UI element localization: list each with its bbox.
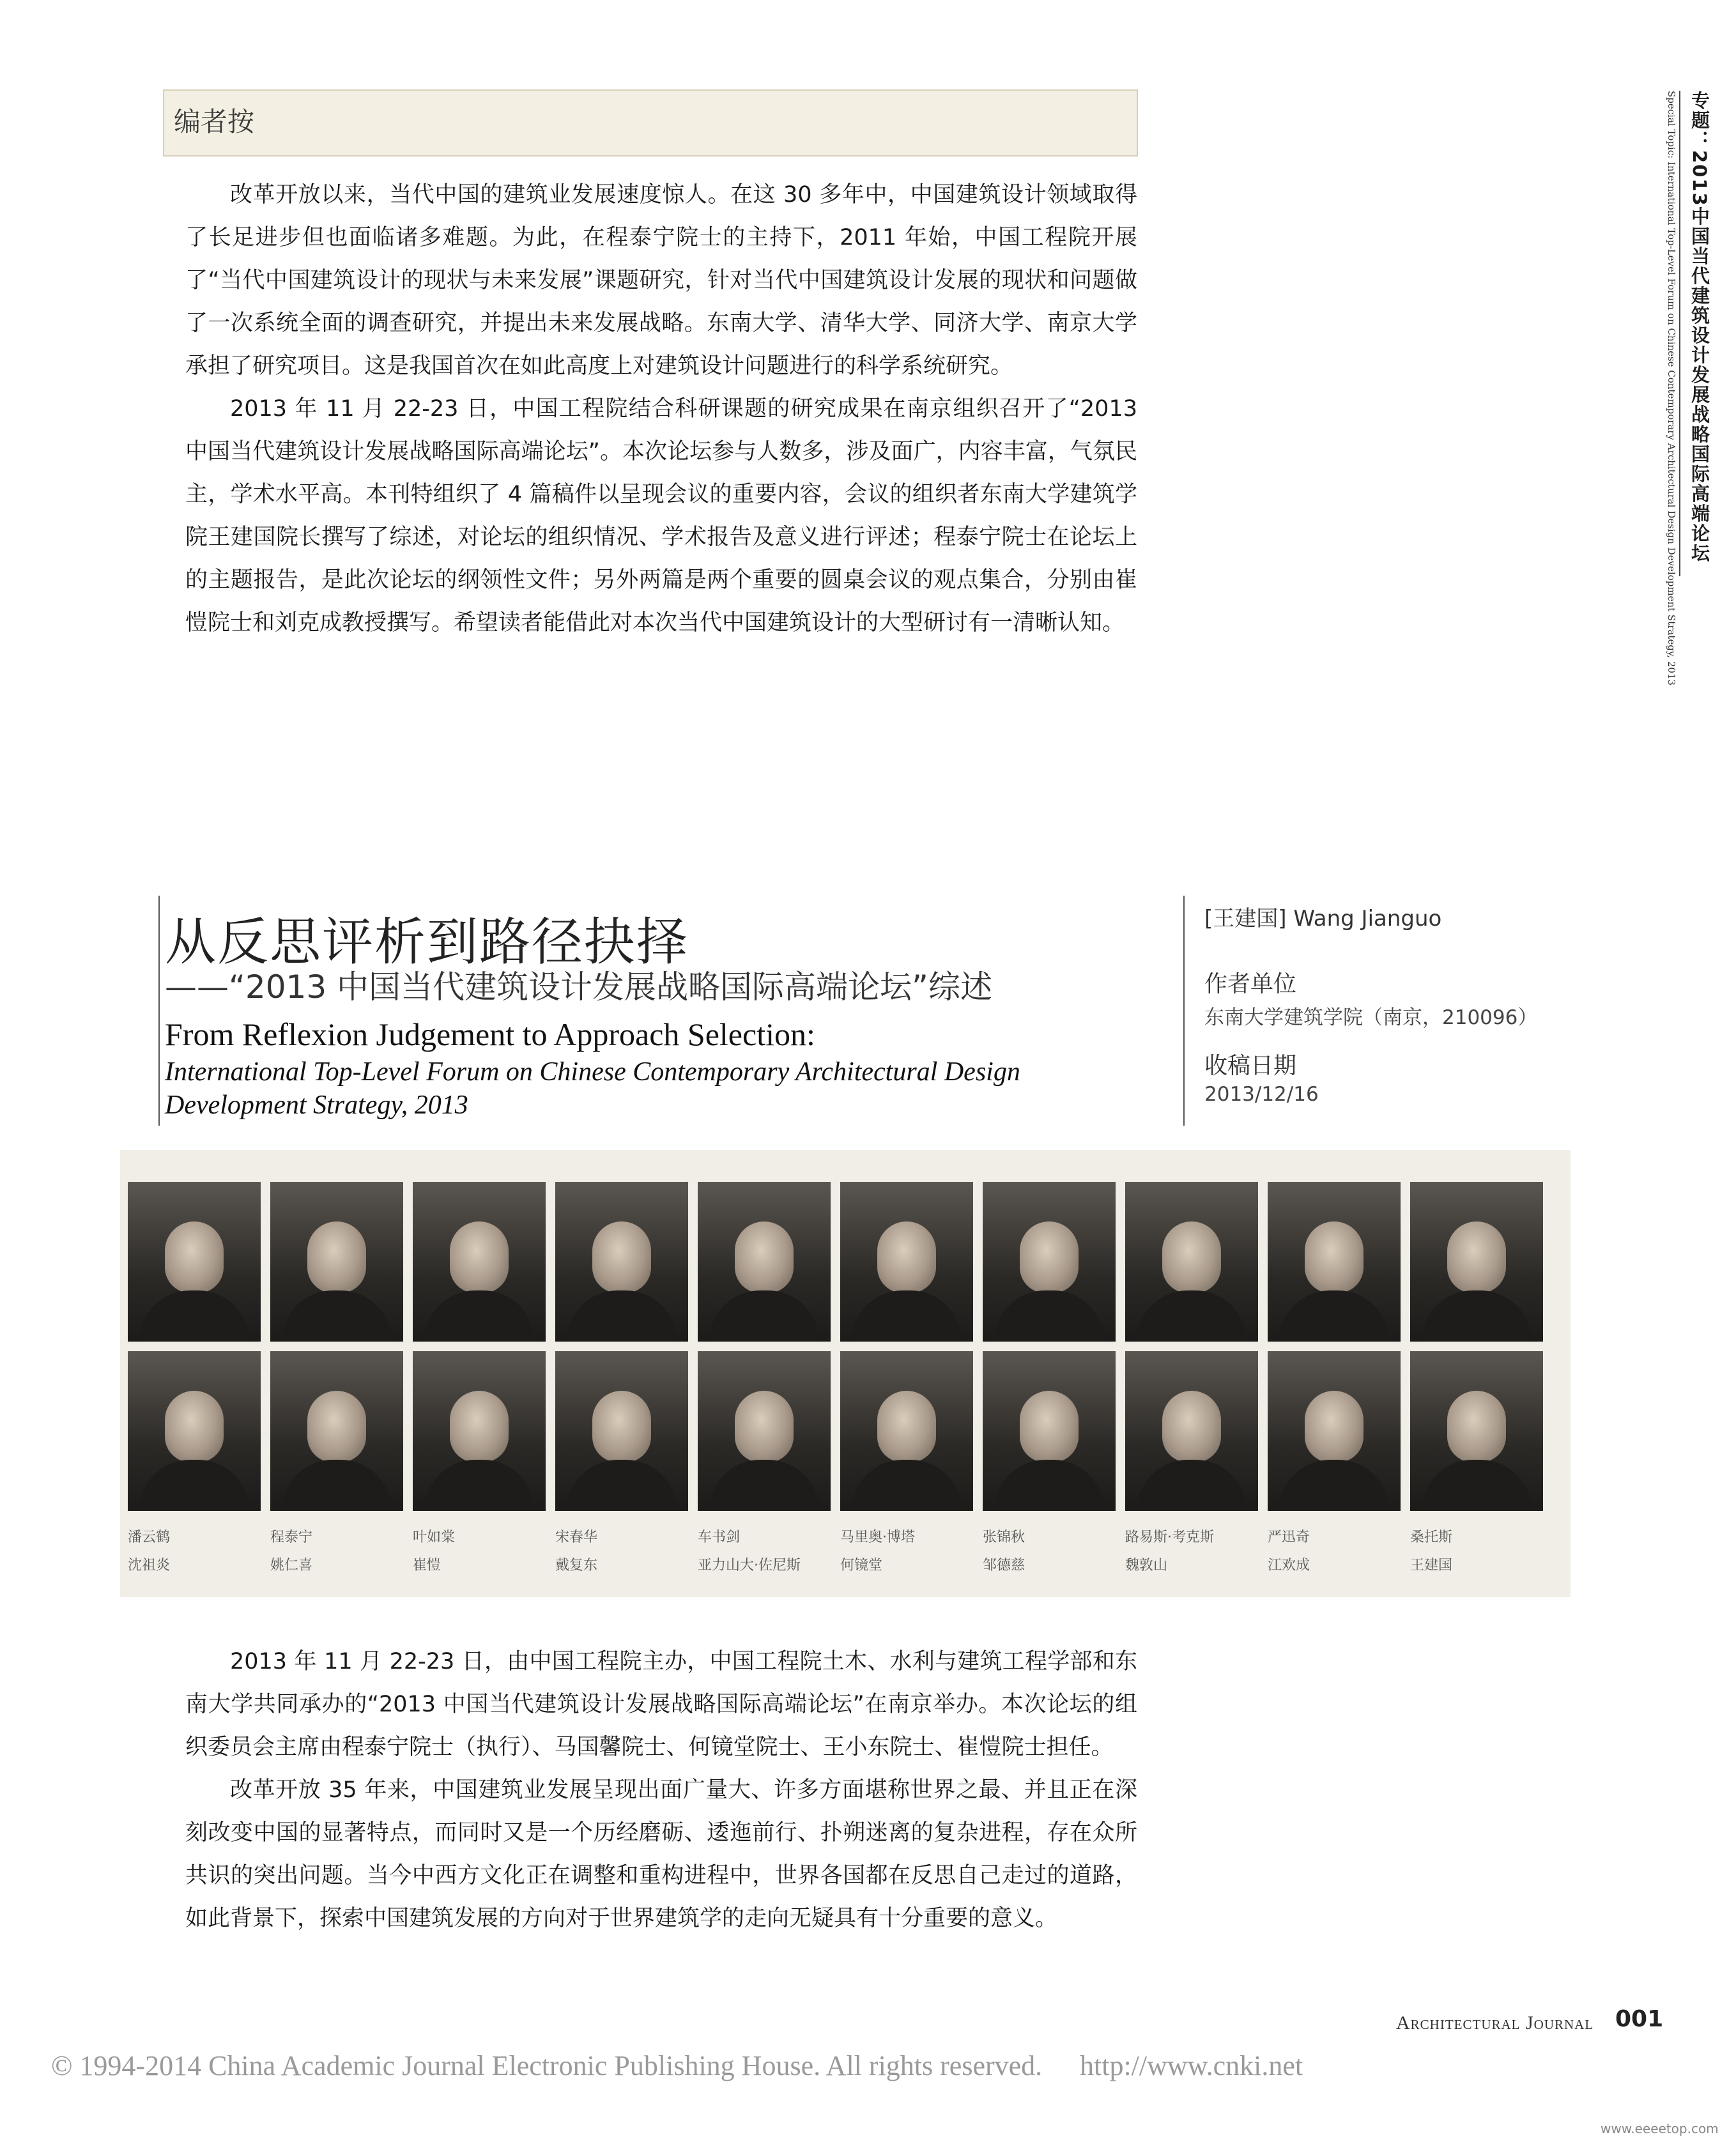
speaker-photo: [1125, 1182, 1258, 1342]
speaker-photo: [128, 1351, 261, 1511]
article-title-en: From Reflexion Judgement to Approach Selection:: [165, 1016, 815, 1052]
speaker-photo: [698, 1182, 831, 1342]
article-subtitle-en: International Top-Level Forum on Chinese Contemporary Architectural Design Development Strategy, 2013: [165, 1057, 1020, 1120]
received-label: 收稿日期: [1204, 1053, 1297, 1079]
meta-divider: [1183, 896, 1185, 1126]
editor-note-label: 编者按: [174, 106, 255, 137]
speaker-photo: [1410, 1351, 1543, 1511]
speaker-photo: [840, 1182, 973, 1342]
editor-note-paragraph: 改革开放以来，当代中国的建筑业发展速度惊人。在这 30 多年中，中国建筑设计领域取得了长足进步但也面临诸多难题。为此，在程泰宁院士的主持下，2011 年始，中国工程院开展了“当代中国建筑设计的现状与未来发展”课题研究，针对当代中国建筑设计发展的现状和问题做了一次系统全面的调查研究，并提出未来发展战略。东南大学、清华大学、同济大学、南京大学承担了研究项目。这是我国首次在如此高度上对建筑设计问题进行的科学系统研究。: [185, 182, 1137, 379]
side-band-divider: [1679, 91, 1680, 576]
watermark: www.eeeetop.com: [1601, 2121, 1719, 2136]
author-name: [王建国] Wang Jianguo: [1204, 906, 1442, 931]
photo-caption: 叶如棠 崔愷: [413, 1529, 456, 1573]
photo-caption: 潘云鹤 沈祖炎: [128, 1529, 171, 1573]
photo-caption: 宋春华 戴复东: [555, 1529, 598, 1573]
photo-caption: 路易斯·考克斯 魏敦山: [1125, 1529, 1214, 1573]
photo-caption: 程泰宁 姚仁喜: [270, 1529, 313, 1573]
speaker-photo: [698, 1351, 831, 1511]
photo-caption: 马里奥·博塔 何镜堂: [840, 1529, 915, 1573]
side-topic-zh: 专题：2013中国当代建筑设计发展战略国际高端论坛: [1689, 91, 1710, 563]
speaker-photo: [555, 1351, 688, 1511]
editor-note-box: [163, 89, 1138, 157]
title-divider: [158, 896, 160, 1126]
speaker-photo: [1268, 1182, 1401, 1342]
article-title-zh: 从反思评析到路径抉择: [165, 912, 689, 972]
photo-caption: 车书剑 亚力山大·佐尼斯: [698, 1529, 801, 1573]
received-date: 2013/12/16: [1204, 1083, 1319, 1106]
journal-name: Architectural Journal: [1396, 2012, 1594, 2033]
photo-caption: 桑托斯 王建国: [1410, 1529, 1453, 1573]
body-paragraph: 改革开放 35 年来，中国建筑业发展呈现出面广量大、许多方面堪称世界之最、并且正在深刻改变中国的显著特点，而同时又是一个历经磨砺、逶迤前行、扑朔迷离的复杂进程，存在众所共识的突出问题。当今中西方文化正在调整和重构进程中，世界各国都在反思自己走过的道路，如此背景下，探索中国建筑发展的方向对于世界建筑学的走向无疑具有十分重要的意义。: [185, 1777, 1137, 1931]
speaker-photo: [555, 1182, 688, 1342]
copyright-notice: © 1994-2014 China Academic Journal Electronic Publishing House. All rights reserved.: [51, 2050, 1043, 2081]
speaker-photo-strip: [120, 1150, 1571, 1597]
side-topic-en: Special Topic: International Top-Level Forum on Chinese Contemporary Architectural Design Development Strategy, 2013: [1666, 91, 1677, 686]
affiliation-label: 作者单位: [1204, 971, 1297, 997]
article-subtitle-zh: ——“2013 中国当代建筑设计发展战略国际高端论坛”综述: [165, 968, 992, 1006]
photo-caption: 严迅奇 江欢成: [1268, 1529, 1310, 1573]
speaker-photo: [270, 1351, 403, 1511]
speaker-photo: [413, 1182, 546, 1342]
speaker-photo: [840, 1351, 973, 1511]
speaker-photo: [983, 1182, 1116, 1342]
speaker-photo: [1410, 1182, 1543, 1342]
speaker-photo: [128, 1182, 261, 1342]
speaker-photo: [983, 1351, 1116, 1511]
photo-caption: 张锦秋 邹德慈: [983, 1529, 1025, 1573]
editor-note-paragraph: 2013 年 11 月 22-23 日，中国工程院结合科研课题的研究成果在南京组织召开了“2013 中国当代建筑设计发展战略国际高端论坛”。本次论坛参与人数多，涉及面广，内容丰富，气氛民主，学术水平高。本刊特组织了 4 篇稿件以呈现会议的重要内容，会议的组织者东南大学建筑学院王建国院长撰写了综述，对论坛的组织情况、学术报告及意义进行评述；程泰宁院士在论坛上的主题报告，是此次论坛的纲领性文件；另外两篇是两个重要的圆桌会议的观点集合，分别由崔愷院士和刘克成教授撰写。希望读者能借此对本次当代中国建筑设计的大型研讨有一清晰认知。: [185, 396, 1137, 636]
speaker-photo: [413, 1351, 546, 1511]
speaker-photo: [1268, 1351, 1401, 1511]
page-number: 001: [1615, 2006, 1664, 2032]
article-body: [185, 1641, 1137, 1940]
editor-note-text: [185, 174, 1137, 645]
cnki-url[interactable]: http://www.cnki.net: [1080, 2050, 1303, 2081]
body-paragraph: 2013 年 11 月 22-23 日，由中国工程院主办，中国工程院土木、水利与建筑工程学部和东南大学共同承办的“2013 中国当代建筑设计发展战略国际高端论坛”在南京举办。本次论坛的组织委员会主席由程泰宁院士（执行）、马国馨院士、何镜堂院士、王小东院士、崔愷院士担任。: [185, 1649, 1137, 1760]
speaker-photo: [1125, 1351, 1258, 1511]
speaker-photo: [270, 1182, 403, 1342]
affiliation-value: 东南大学建筑学院（南京，210096）: [1204, 1006, 1538, 1029]
